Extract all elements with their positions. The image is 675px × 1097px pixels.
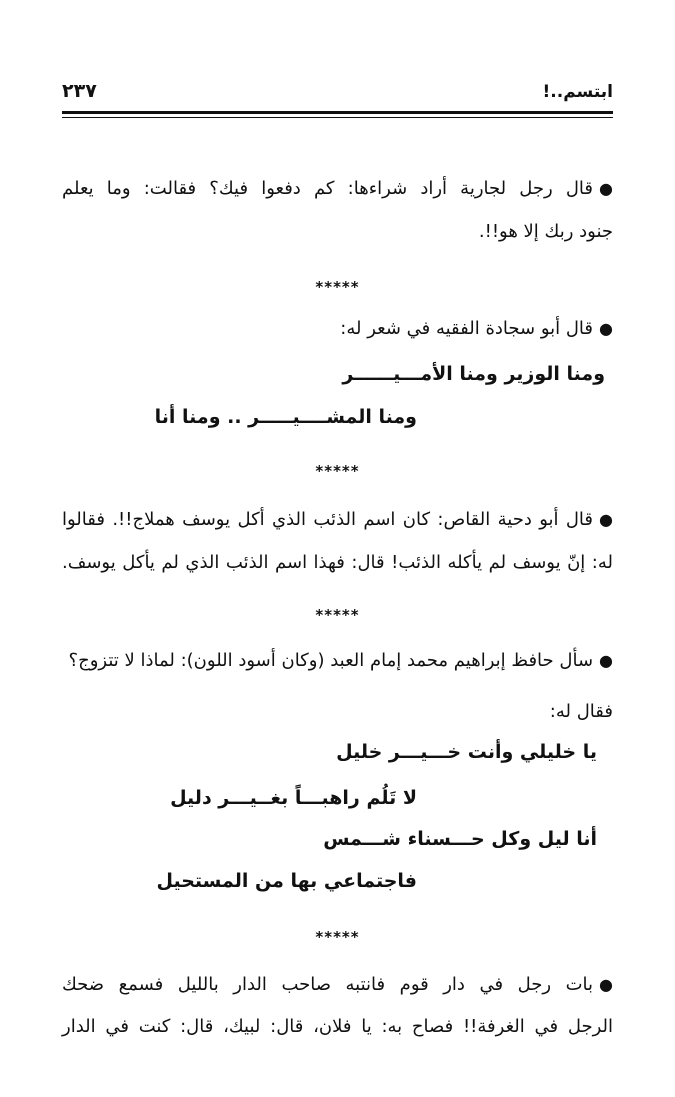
line-text: فقال له: — [549, 701, 613, 722]
paragraph-line — [62, 550, 613, 576]
verse-line: يا خليلي وأنت خـــيـــر خليل — [336, 741, 597, 763]
paragraph-line — [62, 316, 613, 342]
paragraph-line — [62, 219, 613, 245]
header-rule-thick — [62, 111, 613, 114]
section-separator: ***** — [315, 278, 360, 296]
line-text: بات رجل في دار قوم فانتبه صاحب الدار بالليل فسمع ضحك — [62, 974, 594, 995]
running-title: ابتسم..! — [542, 82, 613, 102]
page-number: ٢٣٧ — [62, 80, 97, 102]
section-separator: ***** — [315, 462, 360, 480]
header-rule-thin — [62, 117, 613, 118]
line-text: قال أبو سجادة الفقيه في شعر له: — [340, 318, 594, 339]
line-text: قال رجل لجارية أراد شراءها: كم دفعوا فيك؟ فقالت: وما يعلم — [62, 178, 594, 199]
verse-line: أنا ليل وكل حـــسناء شـــمس — [323, 828, 597, 850]
line-text: له: إنّ يوسف لم يأكله الذئب! قال: فهذا اسم الذئب الذي لم يأكل يوسف. — [62, 552, 613, 573]
paragraph-line — [62, 507, 613, 533]
line-text: جنود ربك إلا هو!!. — [478, 221, 613, 242]
verse-line: فاجتماعي بها من المستحيل — [156, 870, 417, 892]
bullet-icon: ● — [599, 651, 613, 670]
paragraph-line — [62, 648, 613, 674]
bullet-icon: ● — [599, 179, 613, 198]
bullet-icon: ● — [599, 319, 613, 338]
paragraph-line — [62, 972, 613, 998]
paragraph-line — [62, 1014, 613, 1040]
page-header — [62, 82, 613, 108]
line-text: الرجل في الغرفة!! فصاح به: يا فلان، قال: لبيك، قال: كنت في الدار — [62, 1016, 613, 1037]
verse-line: ومنا المشــــيـــــر .. ومنا أنا — [154, 406, 417, 428]
bullet-icon: ● — [599, 975, 613, 994]
paragraph-line — [62, 699, 613, 725]
line-text: سأل حافظ إبراهيم محمد إمام العبد (وكان أسود اللون): لماذا لا تتزوج؟ — [68, 650, 594, 671]
verse-line: لا تَلُم راهبـــاً بغــيـــر دليل — [170, 787, 417, 809]
verse-line: ومنا الوزير ومنا الأمـــيــــــر — [342, 363, 605, 385]
bullet-icon: ● — [599, 510, 613, 529]
paragraph-line — [62, 176, 613, 202]
section-separator: ***** — [315, 928, 360, 946]
line-text: قال أبو دحية القاص: كان اسم الذئب الذي أكل يوسف هملاج!!. فقالوا — [62, 509, 594, 530]
section-separator: ***** — [315, 606, 360, 624]
